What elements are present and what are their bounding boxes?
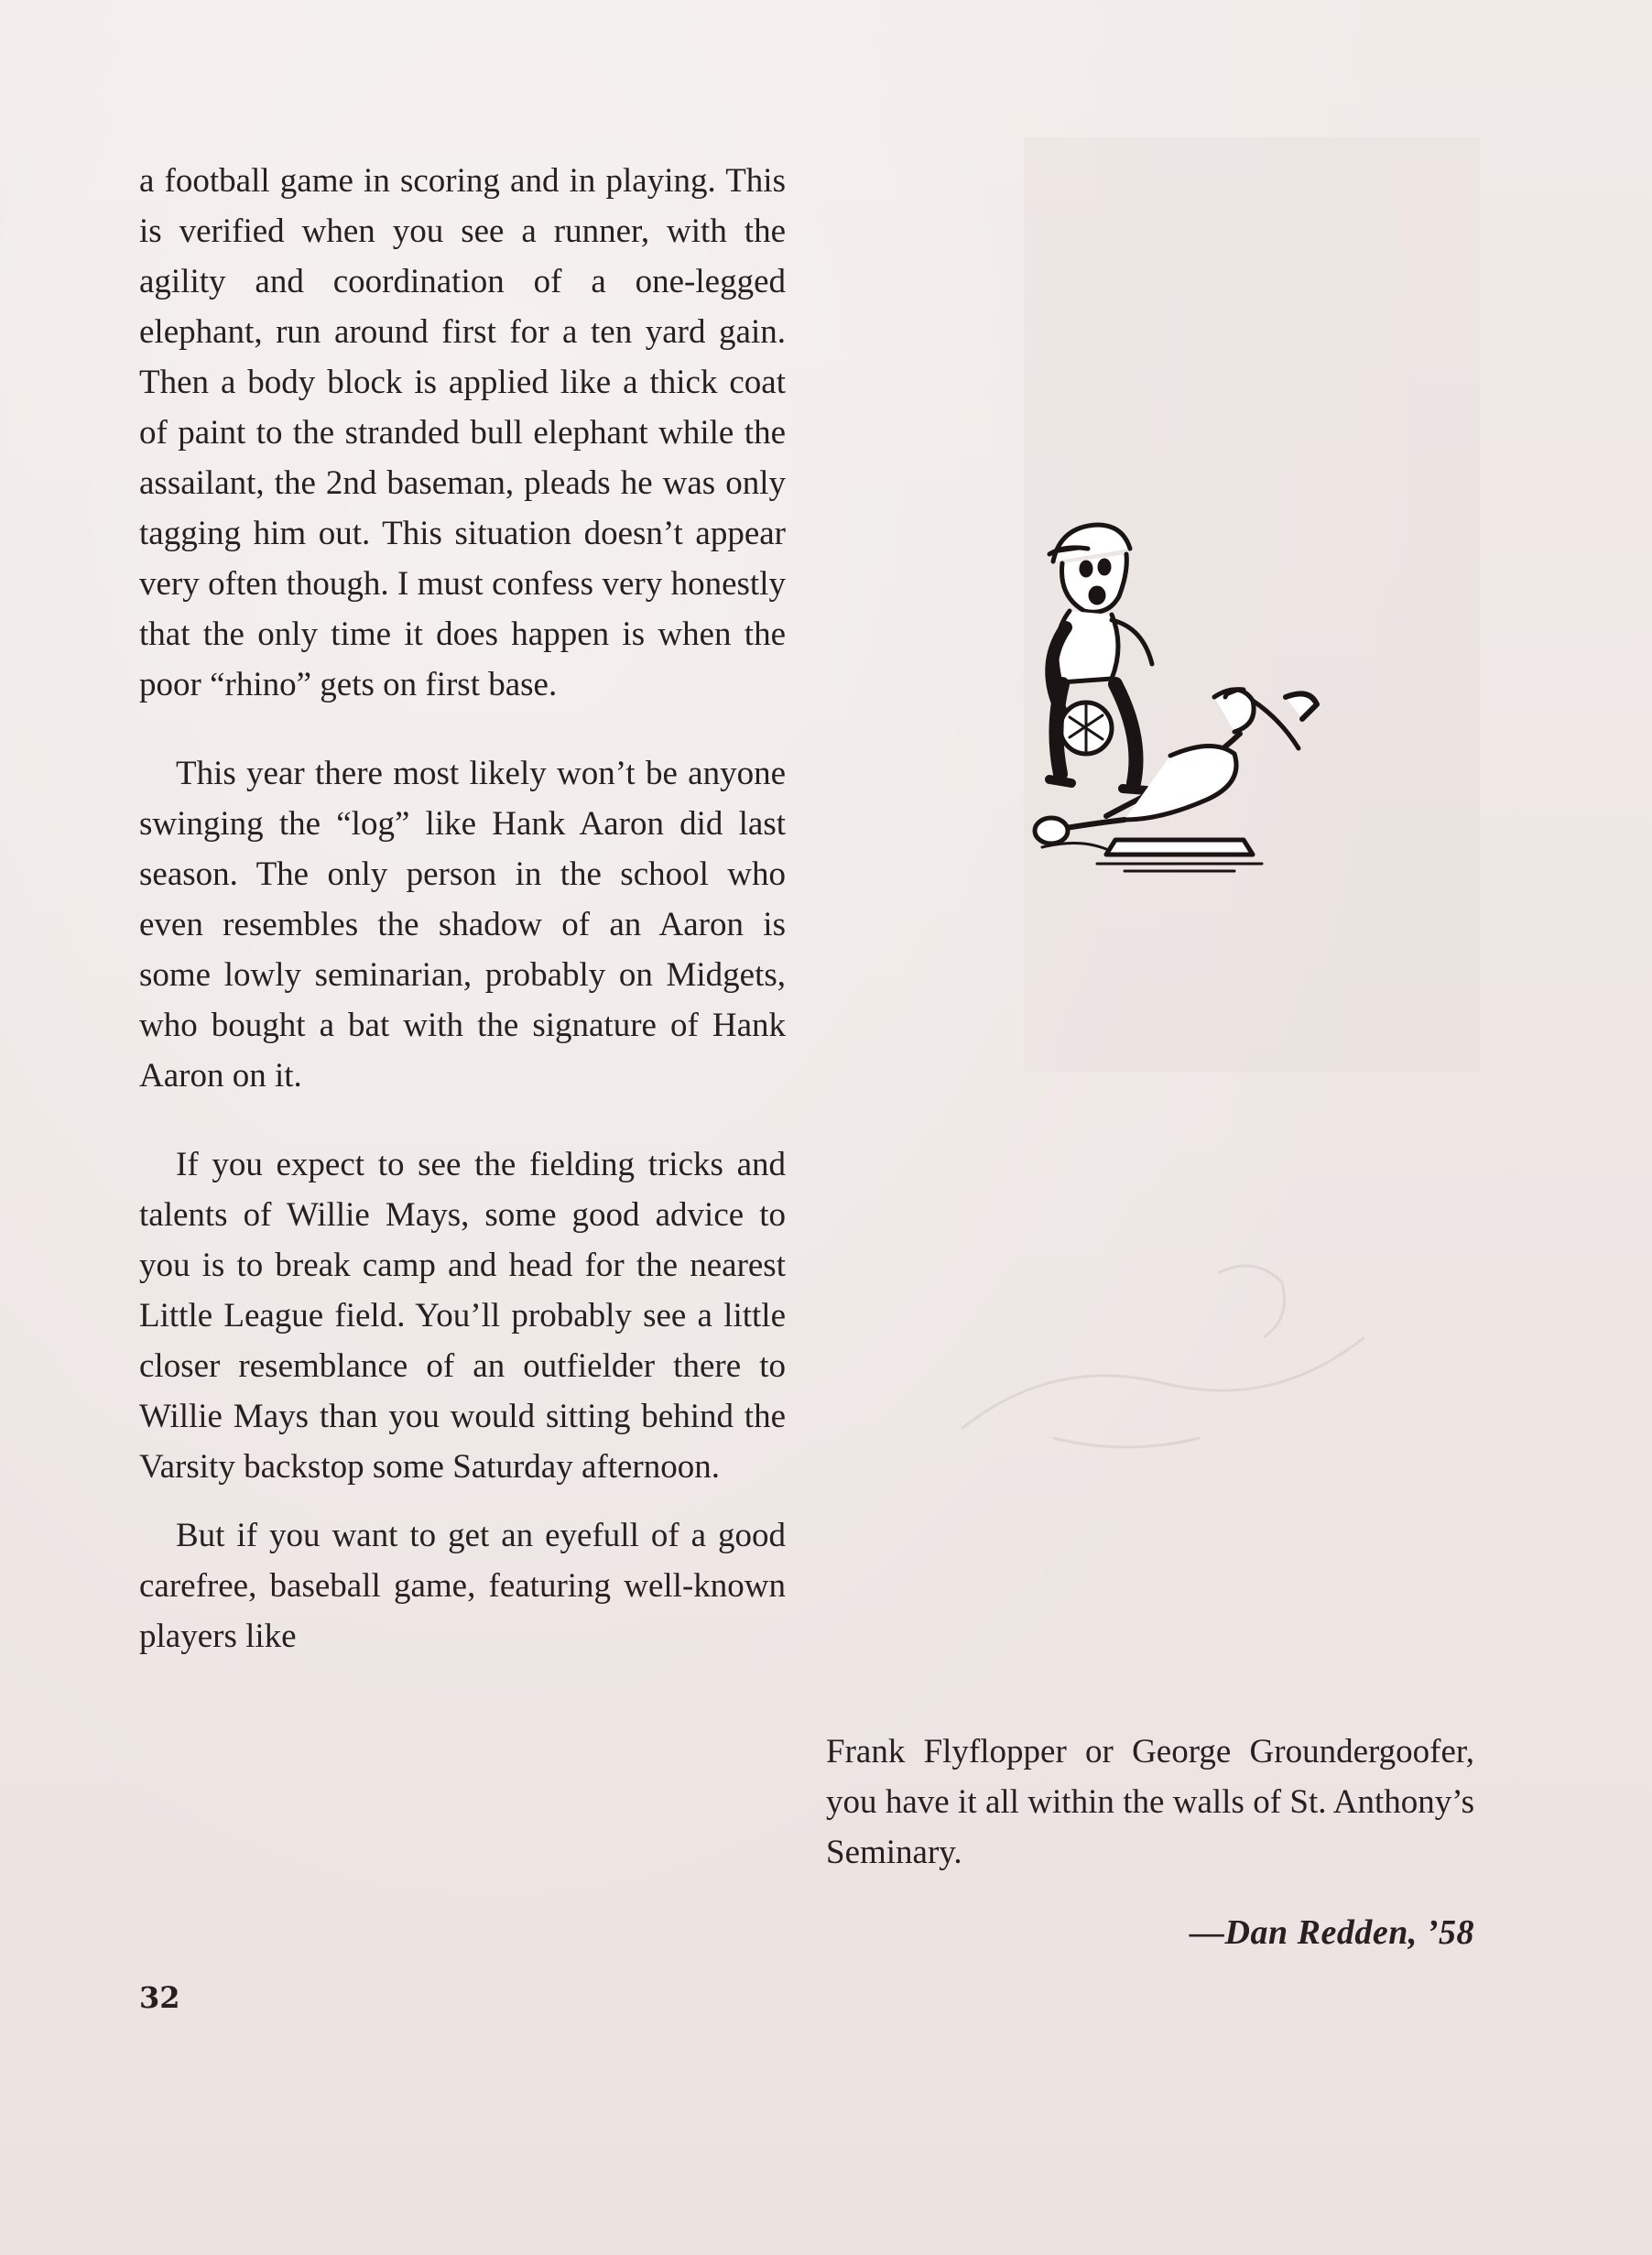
article-paragraph: If you expect to see the fielding tricks and talents of Willie Mays, some good advice to you is to break camp and head for the nearest Little League field. You’ll probably see a little closer resemblance of an outfielder there to Willie Mays than you would sitting behind the Varsity backstop some Saturday afternoon. <box>139 1146 786 1486</box>
right-column <box>826 1727 1474 1878</box>
article-paragraph: This year there most likely won’t be anyone swinging the “log” like Hank Aaron did last season. The only person in the school who even resembles the shadow of an Aaron is some lowly seminarian, probably on Midgets, who bought a bat with the signature of Hank Aaron on it. <box>139 755 786 1095</box>
page-number: 32 <box>139 1980 180 2015</box>
article-continuation: Frank Flyflopper or George Groundergoofer, you have it all within the walls of St. Anthony’s Seminary. <box>826 1733 1474 1871</box>
baseball-players-sliding-into-base-icon <box>1024 508 1353 902</box>
bleed-through-drawing <box>943 1246 1383 1475</box>
article-paragraph: a football game in scoring and in playing. This is verified when you see a runner, with the agility and coordination of a one-legged elephant, run around first for a ten yard gain. Then a body block is applied like a thick coat of paint to the stranded bull elephant while the assailant, the 2nd baseman, pleads he was only tagging him out. This situation doesn’t appear very often though. I must confess very honestly that the only time it does happen is when the poor “rhino” gets on first base. <box>139 162 786 703</box>
article-paragraph: But if you want to get an eyefull of a good carefree, baseball game, featuring well-known players like <box>139 1517 786 1655</box>
left-column <box>139 156 786 1661</box>
author-byline: —Dan Redden, ’58 <box>1190 1913 1474 1952</box>
